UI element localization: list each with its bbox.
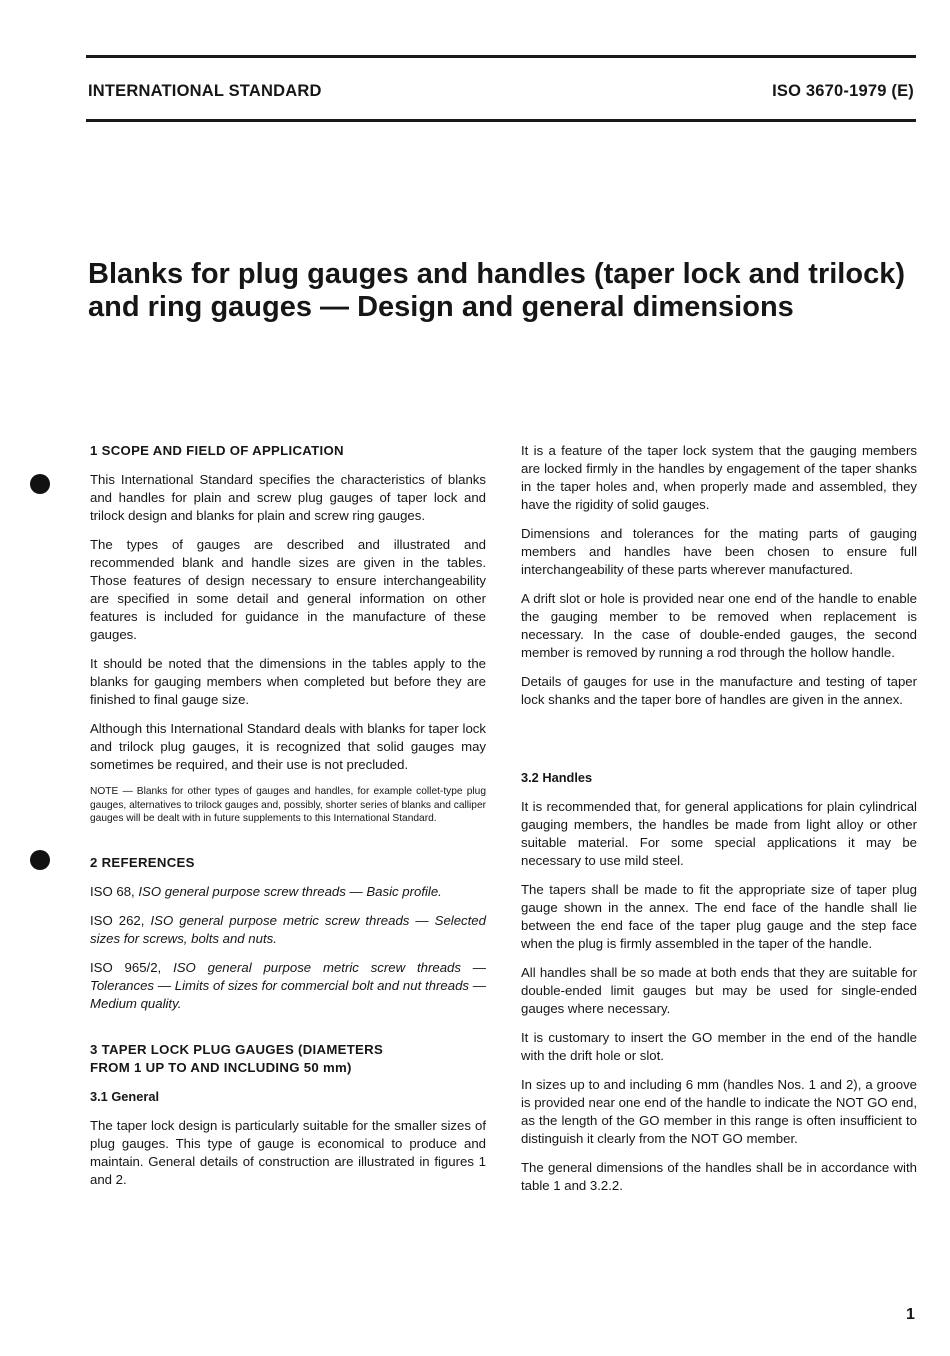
paragraph: The tapers shall be made to fit the appropriate size of taper plug gauge shown in the annex. The end face of the handle shall lie between the end face of the taper plug gauge and the step face when the plug is firmly assembled in the taper of the handle.: [521, 882, 917, 951]
margin-bullet-dot: [30, 850, 50, 870]
section-1-heading: 1 SCOPE AND FIELD OF APPLICATION: [90, 443, 344, 458]
paragraph: It is customary to insert the GO member in the end of the handle with the drift hole or slot.: [521, 1030, 917, 1063]
paragraph: In sizes up to and including 6 mm (handles Nos. 1 and 2), a groove is provided near one end of the handle to indicate the NOT GO end, as the length of the GO member in this range is often insufficient to distinguish it clearly from the NOT GO member.: [521, 1077, 917, 1146]
left-column: [90, 442, 486, 1200]
section-2-heading: 2 REFERENCES: [90, 854, 195, 870]
reference-number: ISO 68,: [90, 883, 135, 899]
document-title: Blanks for plug gauges and handles (taper lock and trilock) and ring gauges — Design and general dimensions: [88, 258, 905, 323]
section-3-heading: [90, 1041, 486, 1077]
section-3-heading-line-1: 3 TAPER LOCK PLUG GAUGES (DIAMETERS: [90, 1041, 384, 1057]
top-rule: [86, 55, 916, 58]
page-number: 1: [906, 1306, 915, 1323]
paragraph: A drift slot or hole is provided near one end of the handle to enable the gauging member to be removed when replacement is necessary. In the case of double-ended gauges, the second member is removed by running a rod through the hollow handle.: [521, 591, 917, 660]
paragraph: The types of gauges are described and illustrated and recommended blank and handle sizes are given in the tables. Those features of design necessary to ensure interchangeability are specified in some detail and general information on other features is included for guidance in the manufacture of these gauges.: [90, 537, 486, 642]
note-paragraph: NOTE — Blanks for other types of gauges and handles, for example collet-type plug gauges, alternatives to trilock gauges and, possibly, shorter series of blanks and calliper gauges will be dealt with in future supplements to this International Standard.: [90, 786, 486, 824]
reference-title: ISO general purpose metric screw threads — Selected sizes for screws, bolts and nuts.: [90, 912, 486, 946]
margin-bullet-dot: [30, 474, 50, 494]
reference-title: ISO general purpose metric screw threads — Tolerances — Limits of sizes for commercial bolt and nut threads — Medium quality.: [90, 959, 486, 1011]
paragraph: Details of gauges for use in the manufacture and testing of taper lock shanks and the taper bore of handles are given in the annex.: [521, 674, 917, 707]
paragraph: The general dimensions of the handles shall be in accordance with table 1 and 3.2.2.: [521, 1160, 917, 1193]
reference-number: ISO 965/2,: [90, 959, 162, 975]
reference-item: [90, 912, 486, 948]
standard-type-label: INTERNATIONAL STANDARD: [88, 82, 322, 100]
right-column: [521, 442, 917, 1206]
paragraph: All handles shall be so made at both ends that they are suitable for double-ended limit gauges but may be used for single-ended gauges where necessary.: [521, 965, 917, 1016]
paragraph: Although this International Standard deals with blanks for taper lock and trilock plug gauges, it is recognized that solid gauges may sometimes be required, and their use is not precluded.: [90, 721, 486, 772]
paragraph: It is recommended that, for general applications for plain cylindrical gauging members, the handles be made from light alloy or other suitable material. For some special applications it may be necessary to use mild steel.: [521, 799, 917, 868]
paragraph: It is a feature of the taper lock system that the gauging members are locked firmly in the handles by engagement of the taper shanks in the taper holes and, when properly made and assembled, they have the rigidity of solid gauges.: [521, 443, 917, 512]
header-rule: [86, 119, 916, 122]
section-3-2-heading: 3.2 Handles: [521, 770, 593, 785]
paragraph: This International Standard specifies the characteristics of blanks and handles for plain and screw plug gauges of taper lock and trilock design and blanks for plain and screw ring gauges.: [90, 472, 486, 523]
section-3-1-heading: 3.1 General: [90, 1088, 160, 1104]
paragraph: Dimensions and tolerances for the mating parts of gauging members and handles have been chosen to ensure full interchangeability of these parts wherever manufactured.: [521, 526, 917, 577]
reference-item: [90, 959, 486, 1013]
reference-number: ISO 262,: [90, 912, 145, 928]
paragraph: The taper lock design is particularly suitable for the smaller sizes of plug gauges. This type of gauge is economical to produce and maintain. General details of construction are illustrated in figures 1 and 2.: [90, 1117, 486, 1187]
standard-number-label: ISO 3670-1979 (E): [772, 82, 914, 100]
section-3-heading-line-2: FROM 1 UP TO AND INCLUDING 50 mm): [90, 1059, 352, 1075]
reference-item: [90, 883, 486, 901]
reference-title: ISO general purpose screw threads — Basic profile.: [138, 883, 442, 899]
paragraph: It should be noted that the dimensions in the tables apply to the blanks for gauging members when completed but before they are finished to final gauge size.: [90, 656, 486, 707]
